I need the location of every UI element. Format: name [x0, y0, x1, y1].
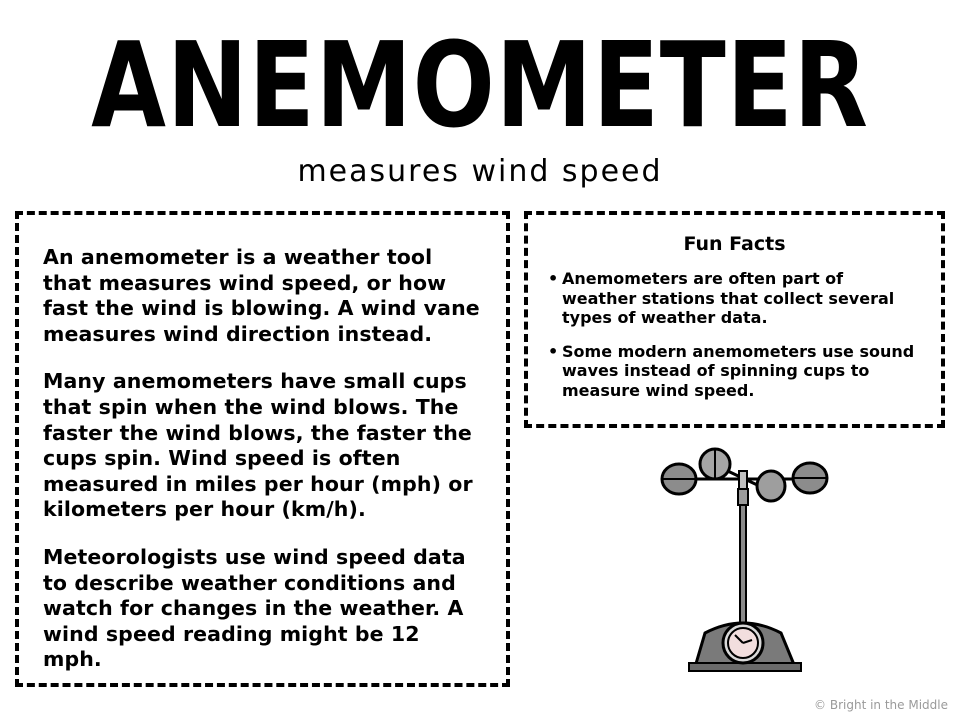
- fun-fact-item: [548, 269, 921, 328]
- fun-fact-item: [548, 342, 921, 401]
- paragraph-cups: Many anemometers have small cups that spin when the wind blows. The faster the wind blows, the faster the cups spin. Wind speed is often measured in miles per hour (mph) or kilometers per hour (km/h).: [43, 369, 473, 522]
- fun-facts-list: [548, 269, 921, 400]
- fun-facts-title: Fun Facts: [683, 233, 786, 255]
- fun-fact-text: Anemometers are often part of weather stations that collect several types of weather data.: [562, 269, 895, 327]
- cup-left: [662, 464, 696, 494]
- fun-facts-box: [524, 211, 945, 428]
- page-title: ANEMOMETER: [91, 16, 869, 154]
- anemometer-icon: [655, 445, 835, 675]
- fun-fact-text: Some modern anemometers use sound waves instead of spinning cups to measure wind speed.: [562, 341, 915, 400]
- cup-right: [793, 463, 827, 493]
- page-subtitle: measures wind speed: [297, 154, 663, 189]
- cup-top: [700, 449, 730, 479]
- cup-front: [757, 471, 785, 501]
- copyright-text: © Bright in the Middle: [814, 698, 948, 712]
- paragraph-meteorologists: Meteorologists use wind speed data to describe weather conditions and watch for changes in the weather. A wind speed reading might be 12 mph.: [43, 544, 466, 672]
- main-text-box: [15, 211, 510, 687]
- bullet-icon: •: [548, 341, 559, 361]
- paragraph-definition: An anemometer is a weather tool that measures wind speed, or how fast the wind is blowing. A wind vane measures wind direction instead.: [43, 245, 480, 346]
- bullet-icon: •: [548, 269, 559, 288]
